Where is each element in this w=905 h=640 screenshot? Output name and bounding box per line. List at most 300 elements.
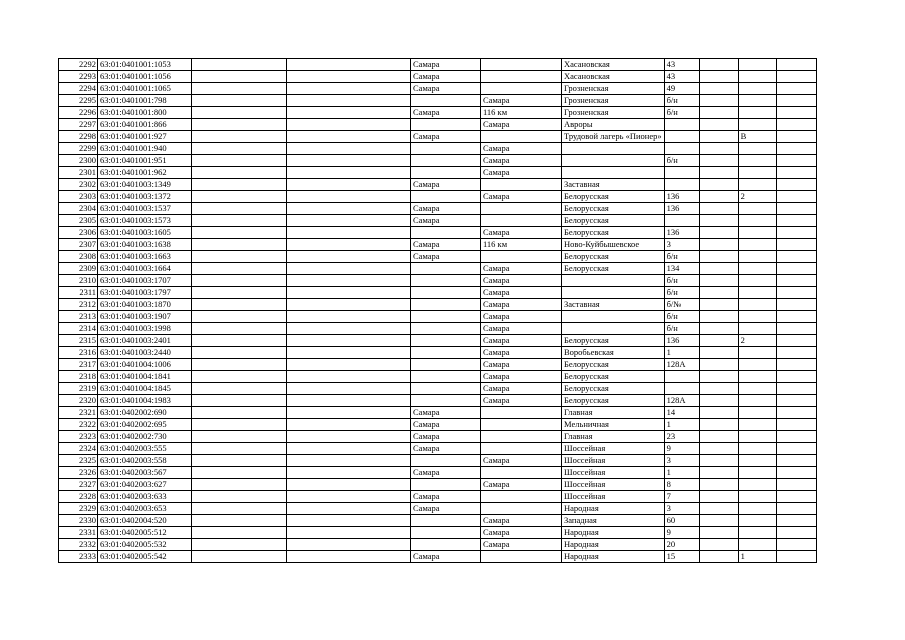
cell-cadastral-number: 63:01:0401001:951	[98, 155, 192, 167]
cell-city: Самара	[411, 431, 481, 443]
cell-settlement: Самара	[481, 527, 562, 539]
cell-row-number: 2313	[59, 311, 98, 323]
cell-settlement: Самара	[481, 143, 562, 155]
cell-col-building	[699, 419, 738, 431]
cell-col-empty-2	[287, 299, 411, 311]
cell-col-last	[776, 143, 816, 155]
cell-cadastral-number: 63:01:0401001:940	[98, 143, 192, 155]
cell-col-building	[699, 299, 738, 311]
cell-cadastral-number: 63:01:0402002:695	[98, 419, 192, 431]
cell-street: Авроры	[562, 119, 665, 131]
table-row	[59, 371, 817, 383]
cell-house: 136	[664, 191, 699, 203]
cell-cadastral-number: 63:01:0402005:512	[98, 527, 192, 539]
cell-col-last	[776, 107, 816, 119]
cell-col-empty-1	[192, 527, 287, 539]
cell-col-extra	[738, 71, 776, 83]
cell-col-extra	[738, 83, 776, 95]
cell-col-empty-1	[192, 419, 287, 431]
cell-cadastral-number: 63:01:0401004:1983	[98, 395, 192, 407]
cell-house	[664, 383, 699, 395]
cell-cadastral-number: 63:01:0401003:1349	[98, 179, 192, 191]
cell-house: 15	[664, 551, 699, 563]
cell-col-empty-1	[192, 239, 287, 251]
cell-col-empty-2	[287, 407, 411, 419]
cell-row-number: 2326	[59, 467, 98, 479]
cell-col-building	[699, 431, 738, 443]
cell-col-extra	[738, 251, 776, 263]
cell-col-extra	[738, 203, 776, 215]
cell-city	[411, 515, 481, 527]
cell-col-building	[699, 119, 738, 131]
cell-col-last	[776, 251, 816, 263]
cell-col-last	[776, 431, 816, 443]
cell-settlement: Самара	[481, 155, 562, 167]
cell-settlement: Самара	[481, 539, 562, 551]
cell-col-last	[776, 359, 816, 371]
cell-col-empty-2	[287, 455, 411, 467]
cell-row-number: 2322	[59, 419, 98, 431]
cell-city: Самара	[411, 467, 481, 479]
cell-col-empty-1	[192, 275, 287, 287]
cell-col-empty-2	[287, 107, 411, 119]
cell-house	[664, 143, 699, 155]
cell-settlement: Самара	[481, 479, 562, 491]
cell-cadastral-number: 63:01:0401004:1006	[98, 359, 192, 371]
cell-street: Грозненская	[562, 95, 665, 107]
cell-col-last	[776, 491, 816, 503]
cell-cadastral-number: 63:01:0402003:558	[98, 455, 192, 467]
cell-col-empty-2	[287, 359, 411, 371]
cell-col-building	[699, 107, 738, 119]
cell-row-number: 2321	[59, 407, 98, 419]
cell-street: Трудовой лагерь «Пионер»	[562, 131, 665, 143]
cell-city	[411, 479, 481, 491]
cell-city	[411, 359, 481, 371]
cell-row-number: 2299	[59, 143, 98, 155]
table-row	[59, 143, 817, 155]
cell-col-last	[776, 203, 816, 215]
cell-col-last	[776, 299, 816, 311]
cell-settlement	[481, 71, 562, 83]
cell-row-number: 2304	[59, 203, 98, 215]
cell-col-building	[699, 155, 738, 167]
cell-settlement: Самара	[481, 395, 562, 407]
cell-col-building	[699, 95, 738, 107]
cell-row-number: 2309	[59, 263, 98, 275]
cell-row-number: 2301	[59, 167, 98, 179]
cell-house: б/н	[664, 95, 699, 107]
table-row	[59, 59, 817, 71]
cell-cadastral-number: 63:01:0402005:542	[98, 551, 192, 563]
cell-row-number: 2293	[59, 71, 98, 83]
cell-col-empty-2	[287, 119, 411, 131]
cell-col-empty-2	[287, 251, 411, 263]
cell-col-empty-2	[287, 179, 411, 191]
table-row	[59, 503, 817, 515]
cell-house	[664, 371, 699, 383]
cell-city: Самара	[411, 491, 481, 503]
cell-cadastral-number: 63:01:0401003:2440	[98, 347, 192, 359]
cell-col-extra	[738, 527, 776, 539]
cell-col-building	[699, 287, 738, 299]
cell-col-extra	[738, 275, 776, 287]
cell-settlement: 116 км	[481, 107, 562, 119]
cell-cadastral-number: 63:01:0402003:633	[98, 491, 192, 503]
cell-col-empty-2	[287, 263, 411, 275]
cell-house: 9	[664, 443, 699, 455]
cell-col-empty-2	[287, 95, 411, 107]
cell-col-empty-1	[192, 323, 287, 335]
cell-col-last	[776, 275, 816, 287]
cell-city	[411, 155, 481, 167]
cell-house: б/н	[664, 311, 699, 323]
cell-city	[411, 347, 481, 359]
cell-col-extra	[738, 491, 776, 503]
cell-col-building	[699, 59, 738, 71]
cell-settlement	[481, 215, 562, 227]
cell-col-empty-2	[287, 155, 411, 167]
table-row	[59, 515, 817, 527]
cell-cadastral-number: 63:01:0402003:653	[98, 503, 192, 515]
cell-street: Белорусская	[562, 395, 665, 407]
cell-col-empty-1	[192, 443, 287, 455]
cell-col-empty-2	[287, 467, 411, 479]
cell-row-number: 2319	[59, 383, 98, 395]
table-row	[59, 275, 817, 287]
table-row	[59, 443, 817, 455]
cell-street: Грозненская	[562, 107, 665, 119]
cell-col-building	[699, 359, 738, 371]
cell-city	[411, 527, 481, 539]
cell-col-building	[699, 275, 738, 287]
cell-col-last	[776, 71, 816, 83]
cell-house: 136	[664, 227, 699, 239]
cell-cadastral-number: 63:01:0402004:520	[98, 515, 192, 527]
cell-cadastral-number: 63:01:0401003:1998	[98, 323, 192, 335]
cell-settlement: Самара	[481, 455, 562, 467]
cell-col-last	[776, 59, 816, 71]
cell-house: 128А	[664, 395, 699, 407]
cell-col-empty-2	[287, 479, 411, 491]
cell-col-extra	[738, 407, 776, 419]
cell-col-extra	[738, 119, 776, 131]
cell-col-extra	[738, 167, 776, 179]
cell-col-building	[699, 143, 738, 155]
cell-city: Самара	[411, 83, 481, 95]
cell-col-building	[699, 455, 738, 467]
cell-col-empty-1	[192, 455, 287, 467]
cell-col-last	[776, 287, 816, 299]
table-row	[59, 347, 817, 359]
cell-row-number: 2297	[59, 119, 98, 131]
cell-row-number: 2333	[59, 551, 98, 563]
cell-street	[562, 143, 665, 155]
cell-col-building	[699, 479, 738, 491]
cell-street: Главная	[562, 431, 665, 443]
cell-col-empty-2	[287, 287, 411, 299]
cell-col-empty-1	[192, 119, 287, 131]
cell-col-empty-2	[287, 131, 411, 143]
cell-street: Заставная	[562, 179, 665, 191]
cell-house: б/н	[664, 287, 699, 299]
table-row	[59, 395, 817, 407]
cell-house: 136	[664, 335, 699, 347]
cell-settlement	[481, 407, 562, 419]
cell-street: Шоссейная	[562, 455, 665, 467]
cell-cadastral-number: 63:01:0401001:927	[98, 131, 192, 143]
cell-house: 49	[664, 83, 699, 95]
cell-house: 20	[664, 539, 699, 551]
table-body	[59, 59, 817, 563]
cell-col-extra	[738, 299, 776, 311]
cell-col-extra	[738, 515, 776, 527]
cell-col-last	[776, 323, 816, 335]
cell-col-last	[776, 311, 816, 323]
cell-col-last	[776, 215, 816, 227]
cell-cadastral-number: 63:01:0402003:555	[98, 443, 192, 455]
cell-col-building	[699, 131, 738, 143]
cell-settlement	[481, 83, 562, 95]
cell-city	[411, 395, 481, 407]
cell-row-number: 2329	[59, 503, 98, 515]
cell-city	[411, 323, 481, 335]
cell-col-empty-1	[192, 227, 287, 239]
cell-row-number: 2327	[59, 479, 98, 491]
cell-house: 14	[664, 407, 699, 419]
table-row	[59, 491, 817, 503]
cell-city: Самара	[411, 179, 481, 191]
cell-col-empty-1	[192, 383, 287, 395]
cell-col-extra: 2	[738, 335, 776, 347]
cell-col-building	[699, 383, 738, 395]
cell-col-empty-2	[287, 515, 411, 527]
cell-settlement	[481, 419, 562, 431]
cell-settlement	[481, 179, 562, 191]
cell-col-extra	[738, 107, 776, 119]
cell-settlement: 116 км	[481, 239, 562, 251]
cell-house: 1	[664, 467, 699, 479]
cell-col-building	[699, 83, 738, 95]
cell-cadastral-number: 63:01:0401003:1605	[98, 227, 192, 239]
cell-cadastral-number: 63:01:0401001:1053	[98, 59, 192, 71]
cell-house: б/н	[664, 251, 699, 263]
table-row	[59, 311, 817, 323]
cell-city	[411, 371, 481, 383]
table-row	[59, 359, 817, 371]
cell-house: 43	[664, 59, 699, 71]
cell-col-extra	[738, 395, 776, 407]
table-row	[59, 299, 817, 311]
cell-col-building	[699, 467, 738, 479]
cell-house: 23	[664, 431, 699, 443]
cell-col-empty-1	[192, 467, 287, 479]
cell-col-empty-2	[287, 503, 411, 515]
cell-col-last	[776, 407, 816, 419]
cell-house: 1	[664, 419, 699, 431]
cell-col-last	[776, 335, 816, 347]
cell-street	[562, 275, 665, 287]
spreadsheet-page	[58, 58, 817, 563]
cell-city: Самара	[411, 131, 481, 143]
cell-col-extra	[738, 59, 776, 71]
cell-row-number: 2292	[59, 59, 98, 71]
cell-cadastral-number: 63:01:0401003:1707	[98, 275, 192, 287]
table-row	[59, 539, 817, 551]
cell-row-number: 2302	[59, 179, 98, 191]
cell-col-empty-2	[287, 83, 411, 95]
cell-col-empty-1	[192, 71, 287, 83]
cell-col-building	[699, 311, 738, 323]
cell-city: Самара	[411, 239, 481, 251]
cell-col-building	[699, 227, 738, 239]
cell-cadastral-number: 63:01:0401001:1056	[98, 71, 192, 83]
cell-col-last	[776, 227, 816, 239]
cell-cadastral-number: 63:01:0401003:2401	[98, 335, 192, 347]
cell-house	[664, 215, 699, 227]
cell-settlement: Самара	[481, 515, 562, 527]
cell-col-empty-1	[192, 263, 287, 275]
cell-settlement: Самара	[481, 95, 562, 107]
cell-street: Народная	[562, 503, 665, 515]
cell-settlement: Самара	[481, 311, 562, 323]
cell-settlement	[481, 131, 562, 143]
cell-col-empty-2	[287, 395, 411, 407]
table-row	[59, 155, 817, 167]
cell-city	[411, 299, 481, 311]
cell-street: Народная	[562, 551, 665, 563]
cell-col-empty-2	[287, 551, 411, 563]
cell-row-number: 2295	[59, 95, 98, 107]
cell-col-empty-1	[192, 395, 287, 407]
cell-house: 1	[664, 347, 699, 359]
cell-col-extra	[738, 419, 776, 431]
cell-row-number: 2323	[59, 431, 98, 443]
cell-col-empty-2	[287, 335, 411, 347]
cell-settlement	[481, 443, 562, 455]
cell-col-last	[776, 479, 816, 491]
cell-cadastral-number: 63:01:0401003:1664	[98, 263, 192, 275]
cell-settlement: Самара	[481, 383, 562, 395]
cell-row-number: 2315	[59, 335, 98, 347]
cell-settlement	[481, 467, 562, 479]
cell-col-empty-1	[192, 251, 287, 263]
cell-street: Белорусская	[562, 215, 665, 227]
cell-city	[411, 119, 481, 131]
cell-row-number: 2307	[59, 239, 98, 251]
cell-settlement: Самара	[481, 191, 562, 203]
cell-cadastral-number: 63:01:0401003:1372	[98, 191, 192, 203]
table-row	[59, 167, 817, 179]
table-row	[59, 71, 817, 83]
cell-col-empty-1	[192, 407, 287, 419]
cell-col-building	[699, 323, 738, 335]
cell-city	[411, 143, 481, 155]
cell-col-empty-2	[287, 539, 411, 551]
cell-col-last	[776, 131, 816, 143]
cell-col-extra	[738, 539, 776, 551]
cell-col-last	[776, 167, 816, 179]
cell-house: 9	[664, 527, 699, 539]
cell-settlement: Самара	[481, 347, 562, 359]
cell-col-empty-2	[287, 191, 411, 203]
cell-street: Шоссейная	[562, 491, 665, 503]
cell-house: б/№	[664, 299, 699, 311]
cell-row-number: 2294	[59, 83, 98, 95]
cell-street: Народная	[562, 527, 665, 539]
cell-house: 128А	[664, 359, 699, 371]
cell-city	[411, 191, 481, 203]
cell-col-building	[699, 503, 738, 515]
cell-col-last	[776, 383, 816, 395]
cell-row-number: 2306	[59, 227, 98, 239]
cell-col-last	[776, 503, 816, 515]
cell-col-empty-1	[192, 539, 287, 551]
cell-cadastral-number: 63:01:0401001:962	[98, 167, 192, 179]
cell-col-building	[699, 203, 738, 215]
cell-row-number: 2312	[59, 299, 98, 311]
cell-street: Белорусская	[562, 227, 665, 239]
cell-row-number: 2318	[59, 371, 98, 383]
cell-col-empty-1	[192, 479, 287, 491]
cell-col-extra	[738, 287, 776, 299]
cell-row-number: 2310	[59, 275, 98, 287]
cell-col-empty-2	[287, 167, 411, 179]
cell-street: Народная	[562, 539, 665, 551]
cell-col-last	[776, 467, 816, 479]
cell-col-last	[776, 239, 816, 251]
cell-col-empty-1	[192, 107, 287, 119]
cell-city: Самара	[411, 407, 481, 419]
cell-col-empty-1	[192, 359, 287, 371]
cell-city: Самара	[411, 59, 481, 71]
cell-city	[411, 227, 481, 239]
cell-house: б/н	[664, 107, 699, 119]
cell-row-number: 2298	[59, 131, 98, 143]
cell-col-last	[776, 95, 816, 107]
cell-cadastral-number: 63:01:0401003:1638	[98, 239, 192, 251]
cell-cadastral-number: 63:01:0401001:800	[98, 107, 192, 119]
cell-col-empty-2	[287, 371, 411, 383]
cell-cadastral-number: 63:01:0401001:798	[98, 95, 192, 107]
table-row	[59, 323, 817, 335]
cell-row-number: 2314	[59, 323, 98, 335]
cell-house: 7	[664, 491, 699, 503]
cell-col-building	[699, 263, 738, 275]
cell-col-building	[699, 395, 738, 407]
cell-street: Белорусская	[562, 251, 665, 263]
cell-cadastral-number: 63:01:0402002:730	[98, 431, 192, 443]
cell-col-extra	[738, 503, 776, 515]
cell-row-number: 2317	[59, 359, 98, 371]
cell-settlement: Самара	[481, 359, 562, 371]
cell-city: Самара	[411, 203, 481, 215]
cell-street: Ново-Куйбышевское	[562, 239, 665, 251]
cell-cadastral-number: 63:01:0402003:567	[98, 467, 192, 479]
cell-street: Белорусская	[562, 203, 665, 215]
cell-cadastral-number: 63:01:0402002:690	[98, 407, 192, 419]
cell-col-empty-2	[287, 527, 411, 539]
cell-city: Самара	[411, 215, 481, 227]
cell-cadastral-number: 63:01:0401001:866	[98, 119, 192, 131]
cell-col-building	[699, 491, 738, 503]
cell-row-number: 2303	[59, 191, 98, 203]
table-row	[59, 335, 817, 347]
table-row	[59, 179, 817, 191]
table-row	[59, 239, 817, 251]
cell-city: Самара	[411, 503, 481, 515]
cell-street: Белорусская	[562, 371, 665, 383]
